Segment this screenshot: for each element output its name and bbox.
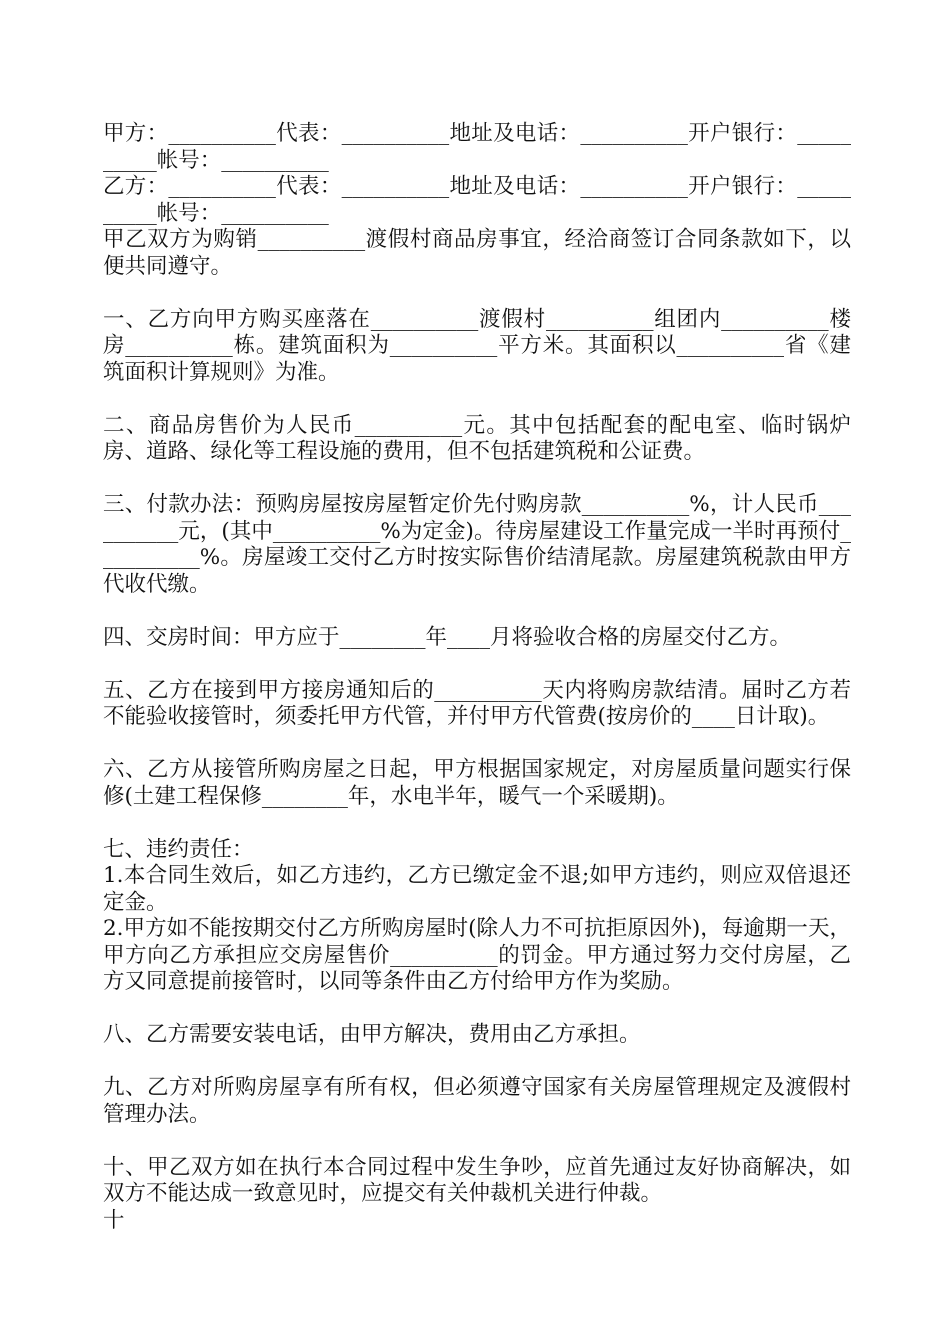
- paragraph-gap: [103, 386, 851, 413]
- contract-body: [103, 121, 851, 1234]
- clause-2: 二、商品房售价为人民币__________元。其中包括配套的配电室、临时锅炉房、道路、绿化等工程设施的费用，但不包括建筑税和公证费。: [103, 412, 851, 464]
- paragraph-gap: [103, 1128, 851, 1155]
- clause-10: 十、甲乙双方如在执行本合同过程中发生争吵，应首先通过友好协商解决，如双方不能达成一致意见时，应提交有关仲裁机关进行仲裁。: [103, 1154, 851, 1206]
- clause-7-title: 七、违约责任：: [103, 836, 254, 862]
- clause-5: 五、乙方在接到甲方接房通知后的__________天内将购房款结清。届时乙方若不能验收接管时，须委托甲方代管，并付甲方代管费(按房价的____日计取)。: [103, 677, 851, 729]
- contract-intro: 甲乙双方为购销__________渡假村商品房事宜，经洽商签订合同条款如下，以便共同遵守。: [103, 227, 851, 279]
- clause-1: 一、乙方向甲方购买座落在__________渡假村__________组团内__________楼房__________栋。建筑面积为__________平方米。其面积以__________省《建筑面积计算规则》为准。: [103, 306, 851, 385]
- clause-9: 九、乙方对所购房屋享有所有权，但必须遵守国家有关房屋管理规定及渡假村管理办法。: [103, 1075, 851, 1127]
- paragraph-gap: [103, 280, 851, 307]
- party-a-info: 甲方：__________代表：__________地址及电话：__________开户银行：__________帐号：__________: [103, 121, 851, 173]
- paragraph-gap: [103, 466, 851, 493]
- paragraph-gap: [103, 1049, 851, 1076]
- paragraph-gap: [103, 651, 851, 678]
- clause-4: 四、交房时间：甲方应于________年____月将验收合格的房屋交付乙方。: [103, 624, 792, 650]
- clause-11-fragment: 十: [103, 1207, 125, 1233]
- clause-6: 六、乙方从接管所购房屋之日起，甲方根据国家规定，对房屋质量问题实行保修(土建工程保修________年，水电半年，暖气一个采暖期)。: [103, 757, 851, 809]
- paragraph-gap: [103, 810, 851, 837]
- clause-7-item-2: 2.甲方如不能按期交付乙方所购房屋时(除人力不可抗拒原因外)，每逾期一天，甲方向乙方承担应交房屋售价__________的罚金。甲方通过努力交付房屋，乙方又同意提前接管时，以同等条件由乙方付给甲方作为奖励。: [103, 916, 851, 994]
- paragraph-gap: [103, 731, 851, 758]
- clause-8: 八、乙方需要安装电话，由甲方解决，费用由乙方承担。: [103, 1022, 641, 1047]
- paragraph-gap: [103, 996, 851, 1023]
- party-b-info: 乙方：__________代表：__________地址及电话：__________开户银行：__________帐号：__________: [103, 174, 851, 226]
- clause-7-item-1: 1.本合同生效后，如乙方违约，乙方已缴定金不退;如甲方违约，则应双倍退还定金。: [103, 863, 851, 915]
- clause-3: 三、付款办法：预购房屋按房屋暂定价先付购房款__________%，计人民币__________元，(其中__________%为定金)。待房屋建设工作量完成一半时再预付__________%。房屋竣工交付乙方时按实际售价结清尾款。房屋建筑税款由甲方代收代缴。: [103, 492, 851, 597]
- paragraph-gap: [103, 598, 851, 625]
